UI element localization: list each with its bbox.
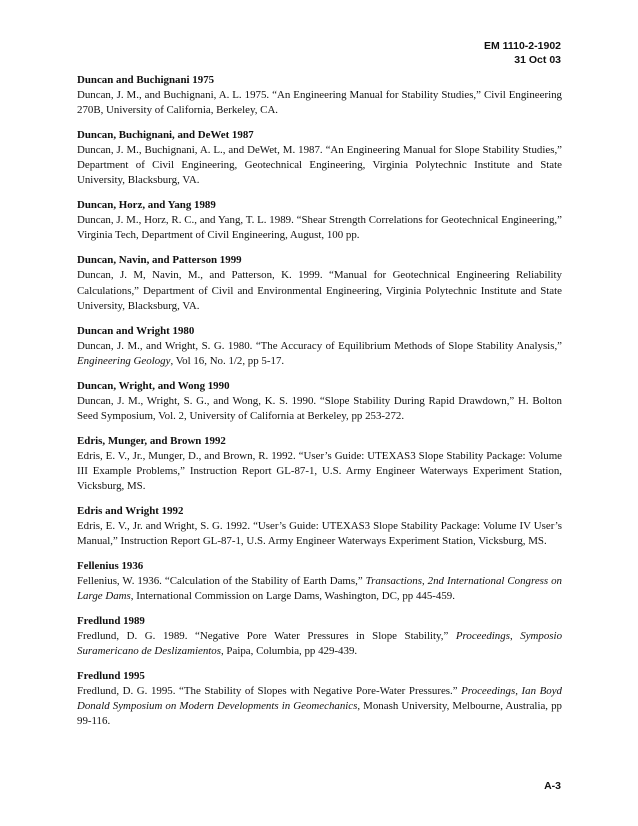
- reference-heading: Fredlund 1989: [77, 614, 145, 627]
- reference-citation: [77, 629, 562, 659]
- citation-text: ,: [509, 630, 521, 643]
- reference-citation: [77, 574, 562, 604]
- citation-text: Fredlund, D. G. 1989. “Negative Pore Water Pressures in Slope Stability,”: [77, 630, 456, 643]
- citation-text: Duncan, J. M., Wright, S. G., and Wong, K. S. 1990. “Slope Stability During Rapid Drawdown,” H. Bolton Seed Symposium, Vol. 2, University of California at Berkeley, pp 253-272.: [77, 394, 562, 422]
- citation-text: Duncan, J. M., and Buchignani, A. L. 1975. “An Engineering Manual for Stability Studies,” Civil Engineering 270B, University of California, Berkeley, CA.: [77, 89, 562, 117]
- reference-entry: [77, 73, 562, 118]
- document-date: 31 Oct 03: [514, 53, 561, 66]
- reference-heading: Edris and Wright 1992: [77, 504, 184, 517]
- citation-text: , International Commission on Large Dams, Washington, DC, pp 445-459.: [130, 590, 455, 603]
- citation-text: Edris, E. V., Jr. and Wright, S. G. 1992. “User’s Guide: UTEXAS3 Slope Stability Package: Volume IV User’s Manual,” Instruction Report GL-87-1, U.S. Army Engineer Waterways Experiment Station, Vicksburg, MS.: [77, 519, 562, 548]
- reference-entry: [77, 434, 562, 494]
- page-header: [484, 40, 561, 67]
- document-number: EM 1110-2-1902: [483, 40, 561, 52]
- page-number: A-3: [544, 780, 561, 792]
- reference-citation: [77, 394, 562, 424]
- reference-heading: Duncan and Buchignani 1975: [77, 74, 215, 86]
- citation-text: , Vol 16, No. 1/2, pp 5-17.: [170, 354, 285, 367]
- reference-entry: [77, 504, 562, 549]
- reference-heading: Duncan and Wright 1980: [77, 324, 195, 337]
- reference-citation: [77, 449, 562, 494]
- reference-heading: Duncan, Wright, and Wong 1990: [77, 379, 230, 392]
- citation-text: , Paipa, Columbia, pp 429-439.: [220, 645, 358, 658]
- reference-heading: Fredlund 1995: [77, 670, 145, 683]
- reference-heading: Fellenius 1936: [77, 559, 144, 572]
- citation-italic-text: Ian Boyd Donald Symposium on Modern Developments in Geomechanics: [77, 685, 562, 713]
- citation-text: Duncan, J. M., Horz, R. C., and Yang, T. L. 1989. “Shear Strength Correlations for Geotechnical Engineering,” Virginia Tech, Department of Civil Engineering, August, 100 pp.: [77, 214, 562, 242]
- reference-citation: [77, 143, 562, 188]
- citation-text: ,: [515, 685, 522, 698]
- reference-entry: [77, 128, 562, 188]
- citation-text: Fellenius, W. 1936. “Calculation of the Stability of Earth Dams,”: [77, 575, 366, 587]
- citation-italic-text: Proceedings: [461, 685, 516, 698]
- reference-citation: [77, 213, 562, 243]
- reference-citation: [77, 268, 562, 313]
- reference-citation: [77, 88, 562, 118]
- reference-heading: Duncan, Horz, and Yang 1989: [77, 199, 216, 212]
- citation-italic-text: Transactions, 2nd International Congress on Large Dams: [77, 575, 562, 603]
- reference-entry: [77, 324, 562, 369]
- reference-heading: Duncan, Buchignani, and DeWet 1987: [77, 129, 254, 142]
- reference-entry: [77, 253, 562, 313]
- citation-text: , Monash University, Melbourne, Australia, pp 99-116.: [77, 700, 562, 728]
- citation-italic-text: Proceedings: [455, 630, 510, 643]
- reference-entry: [77, 559, 562, 604]
- reference-list: [77, 73, 562, 739]
- citation-text: Duncan, J. M., Buchignani, A. L., and DeWet, M. 1987. “An Engineering Manual for Slope Stability Studies,” Department of Civil Engineering, Geotechnical Engineering, Virginia Polytechnic Institute and State University, Blacksburg, VA.: [77, 144, 562, 187]
- citation-text: Duncan, J. M., and Wright, S. G. 1980. “The Accuracy of Equilibrium Methods of Slope Stability Analysis,”: [77, 339, 562, 352]
- reference-heading: Edris, Munger, and Brown 1992: [77, 434, 226, 447]
- reference-citation: [77, 339, 562, 369]
- citation-text: Edris, E. V., Jr., Munger, D., and Brown, R. 1992. “User’s Guide: UTEXAS3 Slope Stability Package: Volume III Example Problems,” Instruction Report GL-87-1, U.S. Army Engineer Waterways Experiment Station, Vicksburg, MS.: [77, 449, 562, 492]
- reference-heading: Duncan, Navin, and Patterson 1999: [77, 254, 242, 267]
- reference-entry: [77, 669, 562, 729]
- citation-italic-text: Symposio Suramericano de Deslizamientos: [77, 630, 563, 658]
- reference-entry: [77, 198, 562, 243]
- reference-entry: [77, 379, 562, 424]
- reference-citation: [77, 684, 562, 729]
- citation-italic-text: Engineering Geology: [77, 354, 171, 367]
- reference-citation: [77, 519, 562, 549]
- citation-text: Duncan, J. M, Navin, M., and Patterson, K. 1999. “Manual for Geotechnical Engineering Reliability Calculations,” Department of Civil and Environmental Engineering, Virginia Polytechnic Institute and State University, Blacksburg, VA.: [77, 269, 562, 312]
- citation-text: Fredlund, D. G. 1995. “The Stability of Slopes with Negative Pore-Water Pressures.”: [77, 685, 462, 698]
- reference-entry: [77, 614, 562, 659]
